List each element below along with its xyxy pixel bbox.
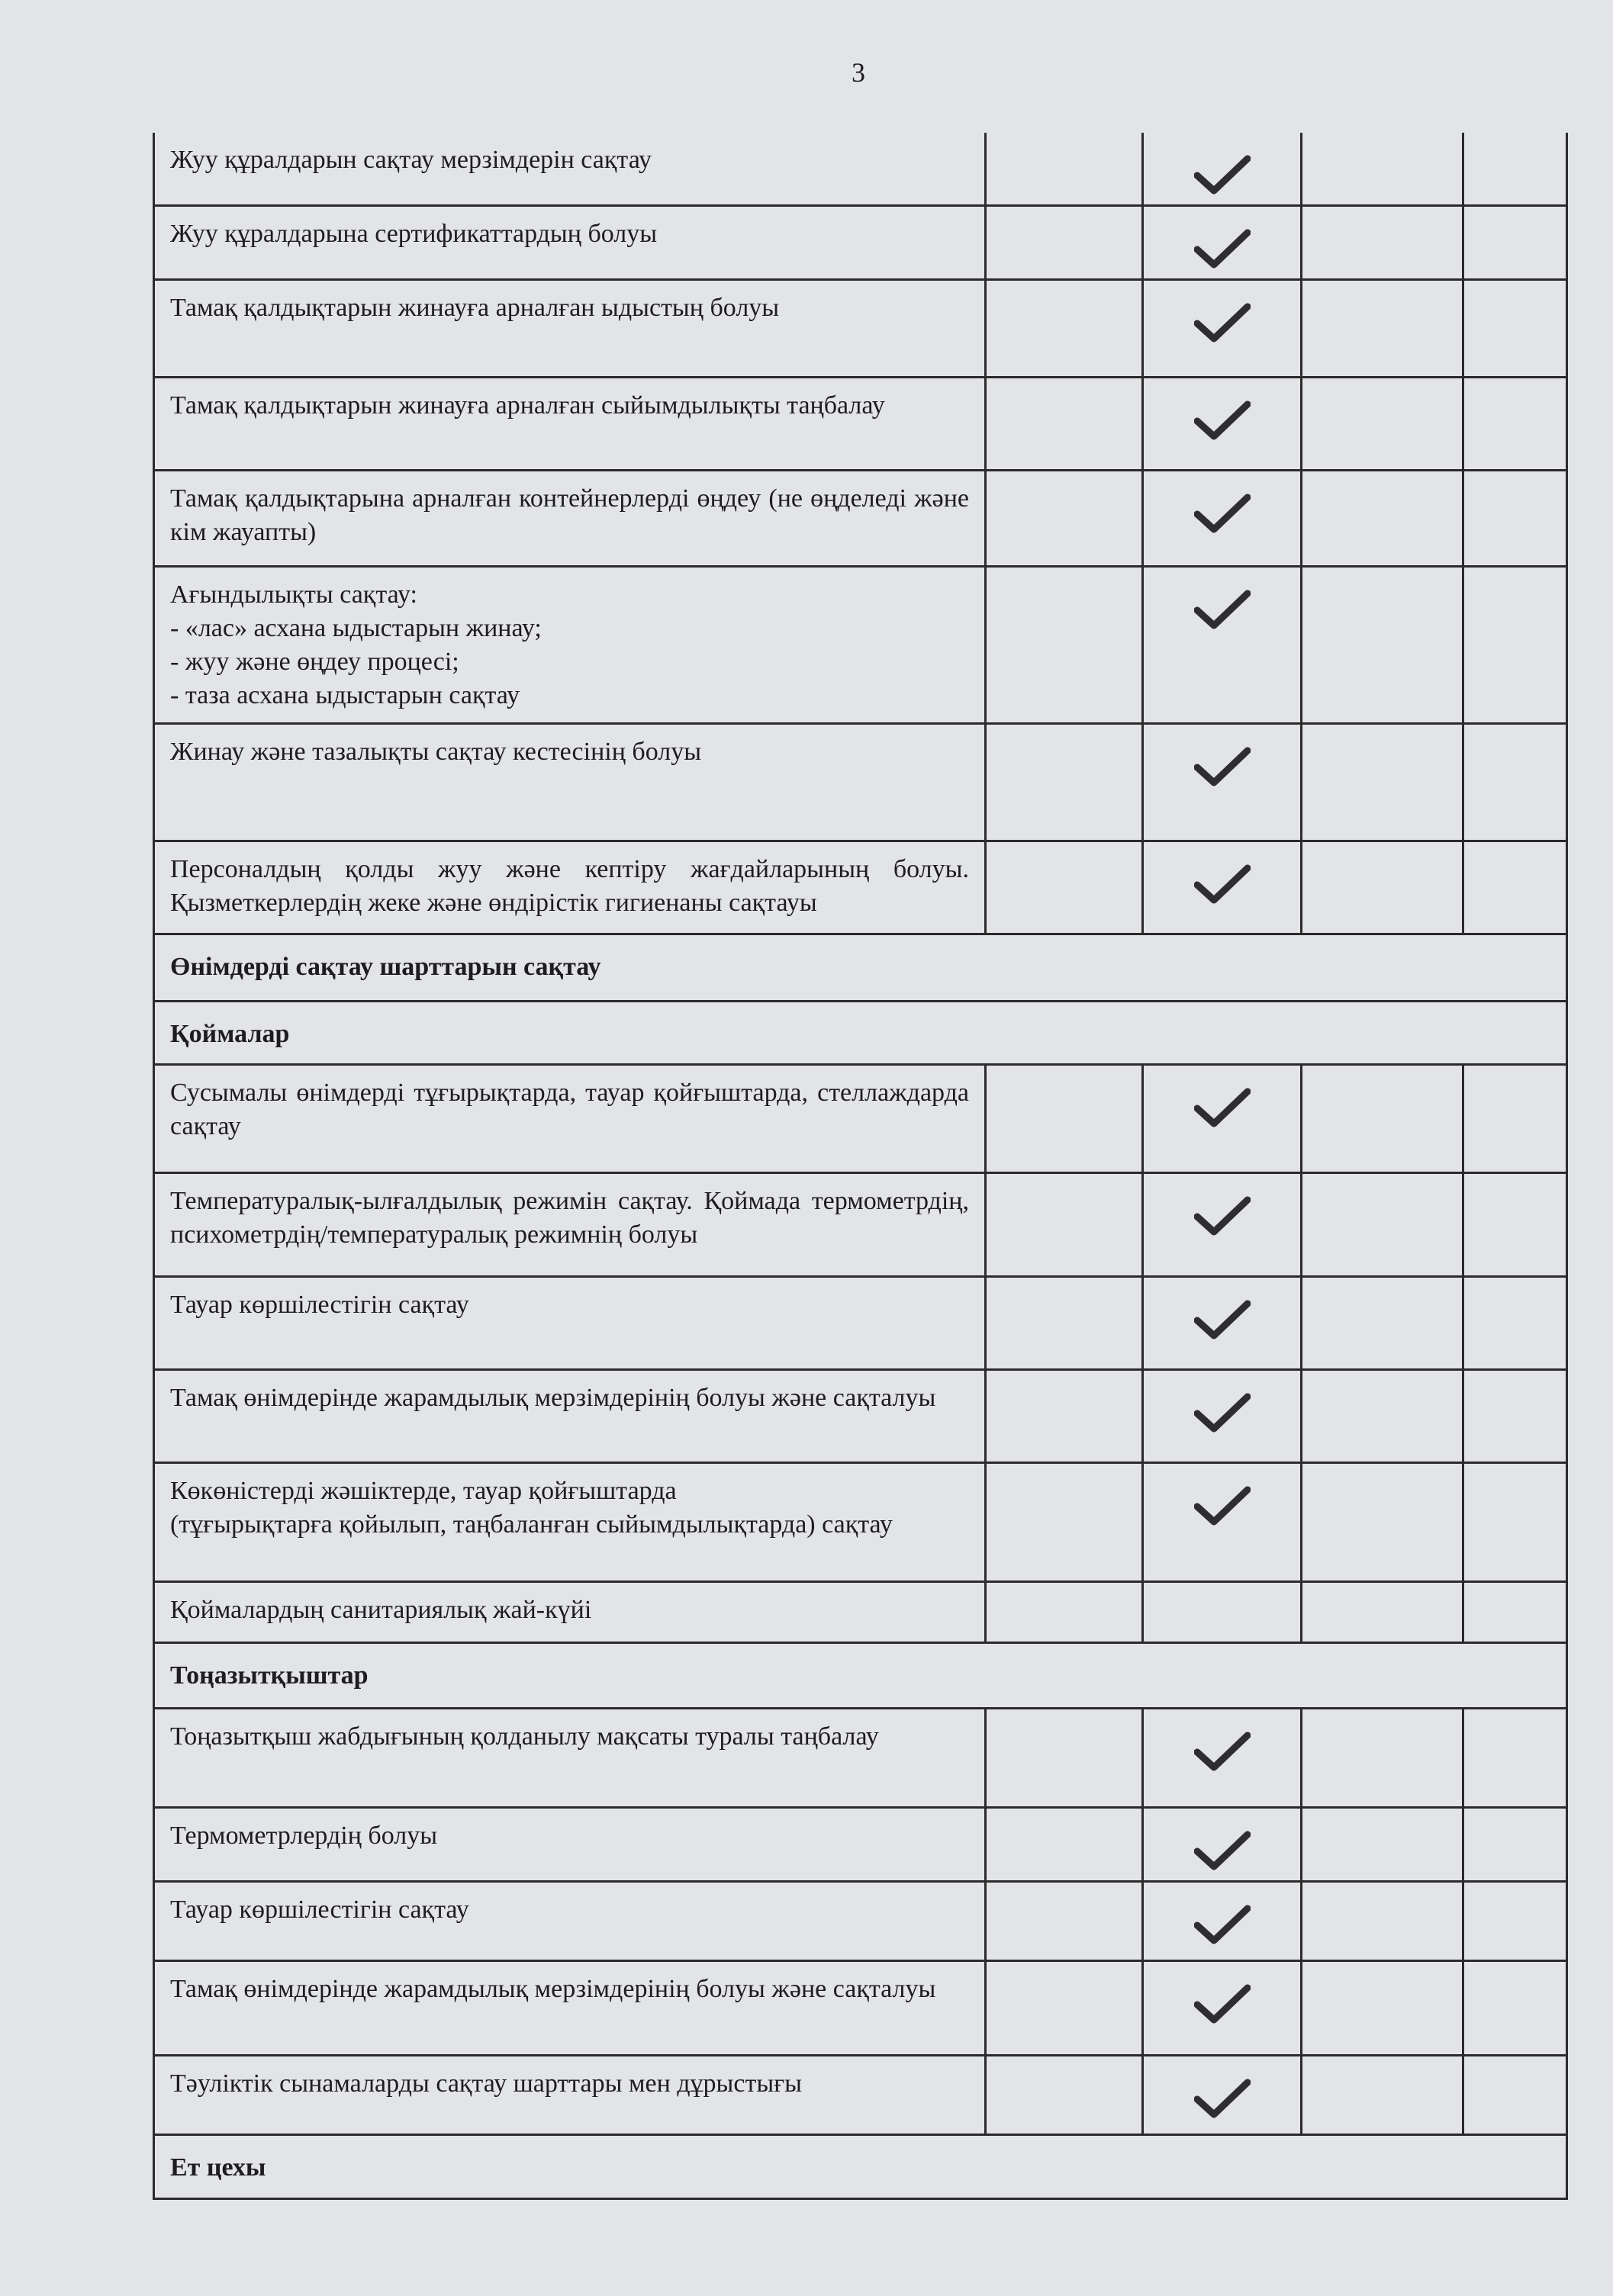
checkmark <box>1194 1983 1251 2024</box>
empty-cell <box>1463 471 1567 567</box>
check-cell <box>1143 206 1302 280</box>
empty-cell <box>1302 2056 1463 2135</box>
requirement-text: Жуу құралдарын сақтау мерзімдерін сақтау <box>154 133 986 206</box>
empty-cell <box>1302 280 1463 378</box>
checklist-table <box>153 133 1568 2200</box>
checkmark <box>1194 1731 1251 1772</box>
checkmark-icon <box>1194 154 1251 195</box>
empty-cell <box>1302 1709 1463 1808</box>
empty-cell <box>1463 133 1567 206</box>
checkmark <box>1194 2078 1251 2119</box>
checkmark-icon <box>1194 302 1251 343</box>
empty-cell <box>1302 841 1463 934</box>
checkmark-icon <box>1194 1731 1251 1772</box>
empty-cell <box>1302 206 1463 280</box>
requirement-text: Жуу құралдарына сертификаттардың болуы <box>154 206 986 280</box>
empty-cell <box>1463 206 1567 280</box>
requirement-text: Қоймалардың санитариялық жай-күйі <box>154 1582 986 1643</box>
empty-cell <box>1302 1582 1463 1643</box>
checkmark-icon <box>1194 1087 1251 1128</box>
empty-cell <box>986 1277 1143 1370</box>
table-row <box>154 206 1567 280</box>
empty-cell <box>1302 1808 1463 1882</box>
section-header: Ет цехы <box>154 2135 1567 2199</box>
checkmark-icon <box>1194 863 1251 905</box>
table-row <box>154 1709 1567 1808</box>
requirement-text: Тамақ өнімдерінде жарамдылық мерзімдерінің болуы және сақталуы <box>154 1961 986 2056</box>
empty-cell <box>986 206 1143 280</box>
empty-cell <box>1302 378 1463 471</box>
section-header-row <box>154 934 1567 1002</box>
table-row <box>154 378 1567 471</box>
empty-cell <box>1302 471 1463 567</box>
section-header-row <box>154 1002 1567 1065</box>
empty-cell <box>986 1709 1143 1808</box>
empty-cell <box>986 1882 1143 1961</box>
table-row <box>154 133 1567 206</box>
empty-cell <box>1302 1370 1463 1463</box>
check-cell <box>1143 133 1302 206</box>
checkmark-icon <box>1194 400 1251 441</box>
checkmark <box>1194 154 1251 195</box>
empty-cell <box>986 724 1143 841</box>
checkmark-icon <box>1194 1485 1251 1526</box>
requirement-text: Тамақ қалдықтарын жинауға арналған ыдыстың болуы <box>154 280 986 378</box>
empty-cell <box>1463 1463 1567 1582</box>
checkmark-icon <box>1194 2078 1251 2119</box>
table-row <box>154 724 1567 841</box>
check-cell <box>1143 2056 1302 2135</box>
empty-cell <box>1463 1173 1567 1277</box>
requirement-text: Тәуліктік сынамаларды сақтау шарттары мен дұрыстығы <box>154 2056 986 2135</box>
requirement-text: Тоңазытқыш жабдығының қолданылу мақсаты туралы таңбалау <box>154 1709 986 1808</box>
check-cell <box>1143 1173 1302 1277</box>
checklist-body <box>154 133 1567 2199</box>
requirement-text: Тауар көршілестігін сақтау <box>154 1277 986 1370</box>
check-cell <box>1143 1709 1302 1808</box>
section-header: Тоңазытқыштар <box>154 1643 1567 1709</box>
empty-cell <box>1463 2056 1567 2135</box>
table-row <box>154 280 1567 378</box>
checkmark <box>1194 1299 1251 1340</box>
empty-cell <box>1302 1065 1463 1173</box>
checkmark-icon <box>1194 746 1251 787</box>
empty-cell <box>1302 567 1463 724</box>
empty-cell <box>986 1463 1143 1582</box>
check-cell <box>1143 1961 1302 2056</box>
empty-cell <box>1463 841 1567 934</box>
check-cell <box>1143 1582 1302 1643</box>
section-header: Өнімдерді сақтау шарттарын сақтау <box>154 934 1567 1002</box>
requirement-text: Термометрлердің болуы <box>154 1808 986 1882</box>
checkmark-icon <box>1194 493 1251 534</box>
empty-cell <box>1463 1065 1567 1173</box>
table-row <box>154 1808 1567 1882</box>
check-cell <box>1143 1277 1302 1370</box>
table-row <box>154 1882 1567 1961</box>
requirement-text: Көкөністерді жәшіктерде, тауар қойғыштарда (тұғырықтарға қойылып, таңбаланған сыйымдылықтарда) сақтау <box>154 1463 986 1582</box>
check-cell <box>1143 280 1302 378</box>
empty-cell <box>1463 1277 1567 1370</box>
checkmark-icon <box>1194 1904 1251 1945</box>
empty-cell <box>986 1173 1143 1277</box>
checkmark <box>1194 863 1251 905</box>
table-row <box>154 567 1567 724</box>
requirement-text: Сусымалы өнімдерді тұғырықтарда, тауар қойғыштарда, стеллаждарда сақтау <box>154 1065 986 1173</box>
requirement-text: Тамақ қалдықтарына арналған контейнерлерді өңдеу (не өңделеді және кім жауапты) <box>154 471 986 567</box>
empty-cell <box>1302 1961 1463 2056</box>
checkmark <box>1194 1195 1251 1236</box>
requirement-text: Тамақ қалдықтарын жинауға арналған сыйымдылықты таңбалау <box>154 378 986 471</box>
empty-cell <box>1302 724 1463 841</box>
checkmark <box>1194 1485 1251 1526</box>
checkmark <box>1194 746 1251 787</box>
checkmark <box>1194 493 1251 534</box>
checkmark-icon <box>1194 1830 1251 1871</box>
requirement-text: Персоналдың қолды жуу және кептіру жағдайларының болуы. Қызметкерлердің жеке және өндірістік гигиенаны сақтауы <box>154 841 986 934</box>
check-cell <box>1143 1370 1302 1463</box>
checkmark <box>1194 400 1251 441</box>
section-header: Қоймалар <box>154 1002 1567 1065</box>
checkmark-icon <box>1194 1983 1251 2024</box>
requirement-text: Температуралық-ылғалдылық режимін сақтау. Қоймада термометрдің, психометрдің/температуралық режимнің болуы <box>154 1173 986 1277</box>
table-row <box>154 1173 1567 1277</box>
empty-cell <box>1463 1808 1567 1882</box>
check-cell <box>1143 1882 1302 1961</box>
checkmark <box>1194 228 1251 269</box>
empty-cell <box>1463 1882 1567 1961</box>
empty-cell <box>1302 1463 1463 1582</box>
empty-cell <box>1463 724 1567 841</box>
table-row <box>154 1065 1567 1173</box>
check-cell <box>1143 1463 1302 1582</box>
empty-cell <box>1463 1961 1567 2056</box>
requirement-text: Ағындылықты сақтау: - «лас» асхана ыдыстарын жинау; - жуу және өңдеу процесі; - таза асхана ыдыстарын сақтау <box>154 567 986 724</box>
requirement-text: Тамақ өнімдерінде жарамдылық мерзімдерінің болуы және сақталуы <box>154 1370 986 1463</box>
section-header-row <box>154 1643 1567 1709</box>
empty-cell <box>1463 378 1567 471</box>
empty-cell <box>986 378 1143 471</box>
check-cell <box>1143 1808 1302 1882</box>
empty-cell <box>986 567 1143 724</box>
empty-cell <box>986 471 1143 567</box>
checkmark <box>1194 1830 1251 1871</box>
table-row <box>154 471 1567 567</box>
table-row <box>154 1370 1567 1463</box>
check-cell <box>1143 1065 1302 1173</box>
check-cell <box>1143 471 1302 567</box>
checkmark <box>1194 302 1251 343</box>
empty-cell <box>1463 280 1567 378</box>
empty-cell <box>1302 1277 1463 1370</box>
table-row <box>154 2056 1567 2135</box>
table-row <box>154 841 1567 934</box>
empty-cell <box>1463 1582 1567 1643</box>
table-row <box>154 1961 1567 2056</box>
section-header-row <box>154 2135 1567 2199</box>
check-cell <box>1143 567 1302 724</box>
check-cell <box>1143 724 1302 841</box>
empty-cell <box>986 1808 1143 1882</box>
empty-cell <box>1463 1709 1567 1808</box>
empty-cell <box>986 2056 1143 2135</box>
checkmark-icon <box>1194 1299 1251 1340</box>
empty-cell <box>1302 1173 1463 1277</box>
table-row <box>154 1463 1567 1582</box>
empty-cell <box>1302 1882 1463 1961</box>
checkmark <box>1194 589 1251 630</box>
empty-cell <box>1302 133 1463 206</box>
empty-cell <box>986 133 1143 206</box>
empty-cell <box>986 1961 1143 2056</box>
empty-cell <box>986 280 1143 378</box>
checkmark-icon <box>1194 1195 1251 1236</box>
table-row <box>154 1277 1567 1370</box>
empty-cell <box>1463 1370 1567 1463</box>
empty-cell <box>986 841 1143 934</box>
checkmark <box>1194 1087 1251 1128</box>
empty-cell <box>986 1370 1143 1463</box>
empty-cell <box>986 1065 1143 1173</box>
checkmark-icon <box>1194 589 1251 630</box>
checkmark <box>1194 1392 1251 1433</box>
check-cell <box>1143 841 1302 934</box>
checkmark <box>1194 1904 1251 1945</box>
table-row <box>154 1582 1567 1643</box>
requirement-text: Жинау және тазалықты сақтау кестесінің болуы <box>154 724 986 841</box>
requirement-text: Тауар көршілестігін сақтау <box>154 1882 986 1961</box>
check-cell <box>1143 378 1302 471</box>
empty-cell <box>986 1582 1143 1643</box>
empty-cell <box>1463 567 1567 724</box>
checkmark-icon <box>1194 1392 1251 1433</box>
page-number: 3 <box>852 57 865 88</box>
checkmark-icon <box>1194 228 1251 269</box>
